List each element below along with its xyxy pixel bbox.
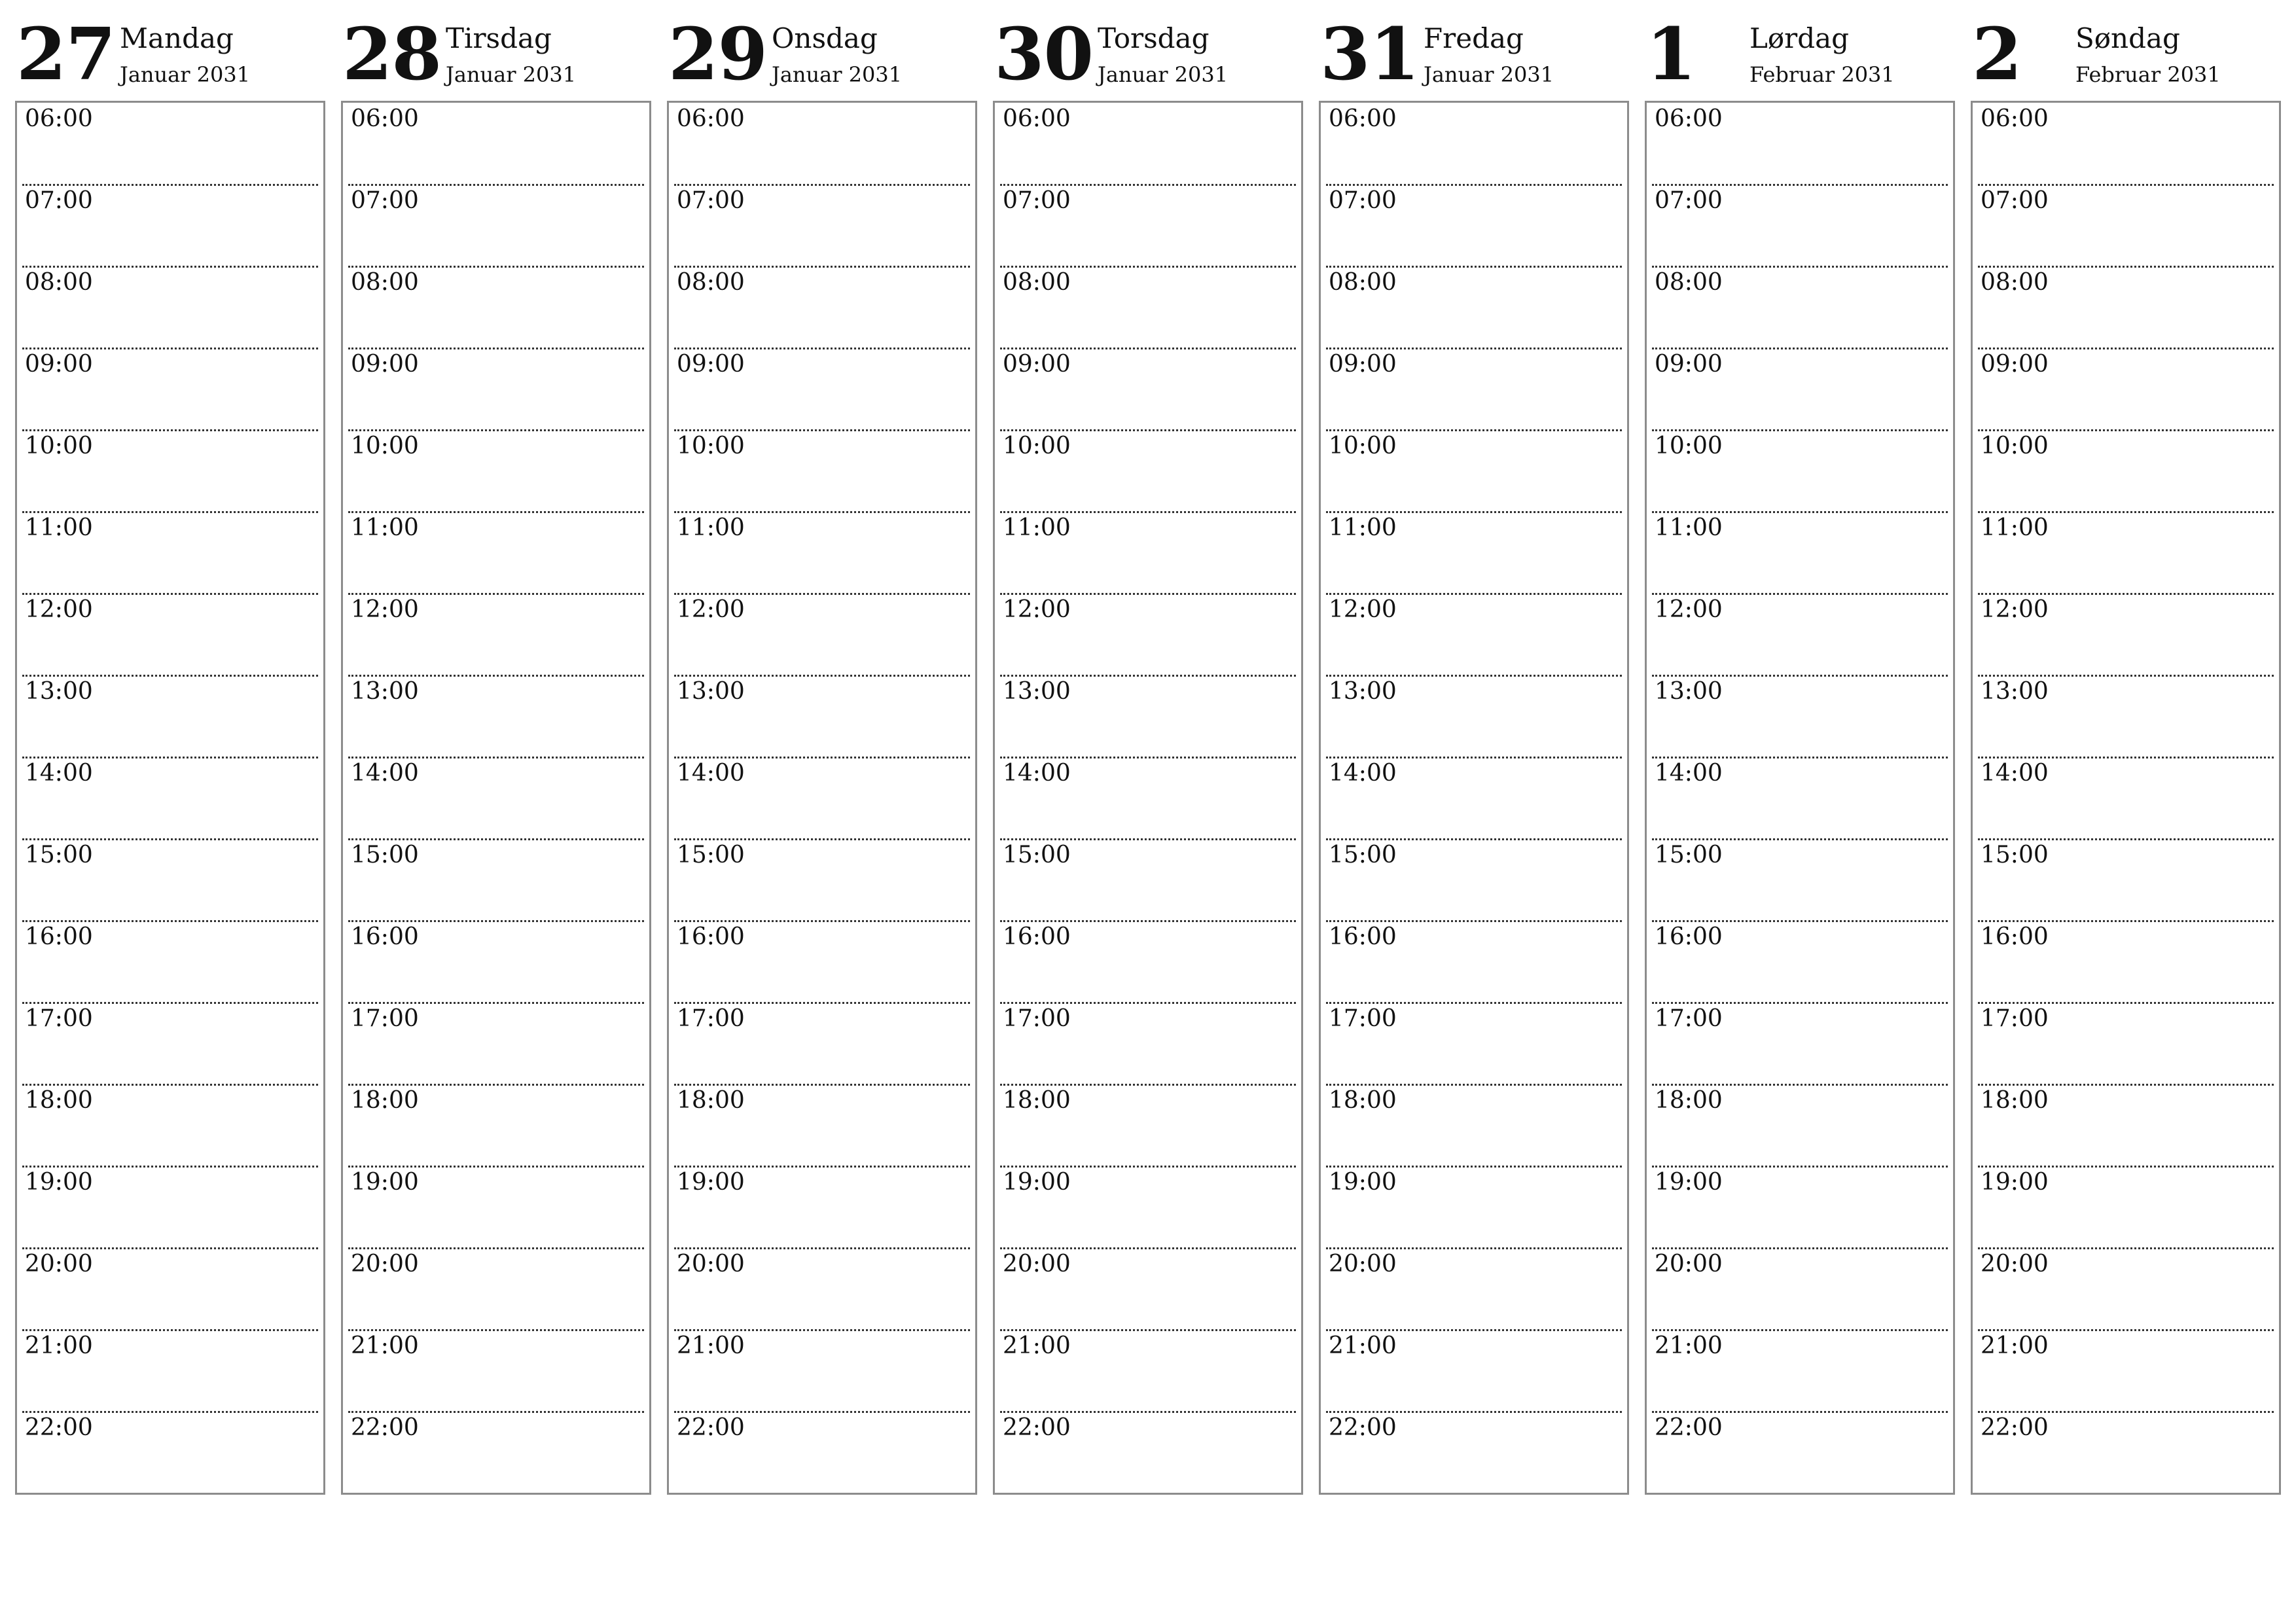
time-label: 17:00 [25, 1005, 93, 1032]
time-slot[interactable] [1326, 1086, 1622, 1168]
time-slot[interactable] [22, 677, 318, 758]
time-slot[interactable] [22, 922, 318, 1004]
time-label: 13:00 [1003, 678, 1071, 705]
time-label: 18:00 [1003, 1087, 1071, 1114]
time-slot[interactable] [1326, 268, 1622, 349]
time-label: 09:00 [351, 351, 419, 378]
time-label: 06:00 [351, 105, 419, 132]
time-label: 16:00 [1003, 923, 1071, 950]
weekday-name: Fredag [1424, 22, 1524, 54]
time-label: 20:00 [1981, 1251, 2049, 1277]
time-slot[interactable] [348, 104, 644, 186]
time-slot[interactable] [22, 758, 318, 840]
time-slot[interactable] [22, 840, 318, 922]
time-label: 19:00 [351, 1169, 419, 1196]
time-label: 07:00 [1329, 187, 1397, 214]
time-label: 18:00 [351, 1087, 419, 1114]
time-slot[interactable] [1326, 1168, 1622, 1249]
time-label: 12:00 [25, 596, 93, 623]
time-label: 21:00 [25, 1332, 93, 1359]
time-slot[interactable] [348, 1086, 644, 1168]
time-slot[interactable] [1000, 1086, 1296, 1168]
time-label: 22:00 [1329, 1414, 1397, 1441]
time-label: 10:00 [1981, 433, 2049, 459]
time-slot[interactable] [348, 1168, 644, 1249]
time-label: 14:00 [25, 760, 93, 787]
time-label: 06:00 [1981, 105, 2049, 132]
time-label: 14:00 [677, 760, 745, 787]
time-slot[interactable] [1652, 268, 1948, 349]
time-slot[interactable] [1000, 840, 1296, 922]
time-slot[interactable] [1000, 1004, 1296, 1086]
time-slot[interactable] [1000, 1413, 1296, 1495]
day-schedule-box [341, 101, 651, 1495]
time-slot[interactable] [1326, 104, 1622, 186]
time-label: 12:00 [677, 596, 745, 623]
month-year: Januar 2031 [120, 62, 251, 87]
time-label: 10:00 [1003, 433, 1071, 459]
time-label: 13:00 [1329, 678, 1397, 705]
time-label: 11:00 [1329, 514, 1397, 541]
day-header [993, 0, 1306, 98]
time-label: 14:00 [1981, 760, 2049, 787]
time-slot[interactable] [348, 431, 644, 513]
time-slot[interactable] [674, 1249, 970, 1331]
time-label: 10:00 [677, 433, 745, 459]
time-slot[interactable] [1326, 595, 1622, 677]
time-slot[interactable] [674, 758, 970, 840]
time-label: 10:00 [25, 433, 93, 459]
time-slot[interactable] [22, 595, 318, 677]
time-slot[interactable] [1652, 513, 1948, 595]
time-slot[interactable] [674, 1086, 970, 1168]
time-label: 14:00 [351, 760, 419, 787]
time-label: 22:00 [677, 1414, 745, 1441]
time-slot[interactable] [348, 1249, 644, 1331]
weekday-name: Søndag [2075, 22, 2180, 54]
day-schedule-box [1971, 101, 2281, 1495]
time-slot[interactable] [1326, 840, 1622, 922]
time-slot[interactable] [1978, 1331, 2274, 1413]
time-slot[interactable] [1978, 1168, 2274, 1249]
time-slot[interactable] [674, 1331, 970, 1413]
time-label: 15:00 [1981, 842, 2049, 868]
time-label: 09:00 [1003, 351, 1071, 378]
time-slot[interactable] [1652, 758, 1948, 840]
day-number: 31 [1320, 12, 1420, 96]
time-slot[interactable] [1652, 677, 1948, 758]
time-label: 19:00 [25, 1169, 93, 1196]
day-schedule-box [15, 101, 325, 1495]
time-slot[interactable] [22, 1413, 318, 1495]
time-slot[interactable] [348, 1331, 644, 1413]
time-slot[interactable] [1978, 513, 2274, 595]
time-label: 16:00 [1981, 923, 2049, 950]
time-slot[interactable] [1652, 1086, 1948, 1168]
time-label: 13:00 [677, 678, 745, 705]
time-slot[interactable] [674, 268, 970, 349]
time-slot[interactable] [1978, 1004, 2274, 1086]
time-slot[interactable] [1000, 1168, 1296, 1249]
time-label: 17:00 [1003, 1005, 1071, 1032]
time-label: 17:00 [1329, 1005, 1397, 1032]
time-slot[interactable] [674, 186, 970, 268]
time-label: 16:00 [25, 923, 93, 950]
time-label: 06:00 [1655, 105, 1723, 132]
time-slot[interactable] [1652, 431, 1948, 513]
time-label: 06:00 [677, 105, 745, 132]
day-header [1319, 0, 1632, 98]
time-slot[interactable] [348, 758, 644, 840]
time-slot[interactable] [348, 595, 644, 677]
time-label: 22:00 [1003, 1414, 1071, 1441]
time-label: 19:00 [1655, 1169, 1723, 1196]
time-label: 13:00 [25, 678, 93, 705]
time-slot[interactable] [1000, 431, 1296, 513]
time-slot[interactable] [1978, 677, 2274, 758]
time-label: 16:00 [677, 923, 745, 950]
time-slot[interactable] [22, 1004, 318, 1086]
time-label: 11:00 [351, 514, 419, 541]
time-slot[interactable] [1652, 186, 1948, 268]
time-label: 19:00 [1329, 1169, 1397, 1196]
time-slot[interactable] [674, 840, 970, 922]
time-label: 21:00 [1003, 1332, 1071, 1359]
time-label: 19:00 [677, 1169, 745, 1196]
time-label: 12:00 [1981, 596, 2049, 623]
time-slot[interactable] [22, 104, 318, 186]
time-slot[interactable] [674, 1168, 970, 1249]
time-slot[interactable] [1000, 758, 1296, 840]
time-slot[interactable] [22, 1168, 318, 1249]
weekday-name: Lørdag [1749, 22, 1850, 54]
time-slot[interactable] [674, 677, 970, 758]
time-label: 16:00 [1329, 923, 1397, 950]
time-slot[interactable] [1978, 595, 2274, 677]
time-slot[interactable] [1978, 1413, 2274, 1495]
time-label: 20:00 [351, 1251, 419, 1277]
day-schedule-box [1319, 101, 1629, 1495]
time-label: 10:00 [1329, 433, 1397, 459]
time-slot[interactable] [22, 1086, 318, 1168]
time-slot[interactable] [348, 677, 644, 758]
time-slot[interactable] [348, 922, 644, 1004]
month-year: Januar 2031 [1424, 62, 1554, 87]
time-label: 08:00 [1003, 269, 1071, 296]
time-label: 20:00 [1003, 1251, 1071, 1277]
day-header [1645, 0, 1958, 98]
time-slot[interactable] [1326, 1413, 1622, 1495]
time-slot[interactable] [1978, 104, 2274, 186]
time-label: 09:00 [25, 351, 93, 378]
time-slot[interactable] [674, 104, 970, 186]
time-slot[interactable] [1000, 595, 1296, 677]
day-header [1971, 0, 2284, 98]
time-label: 07:00 [1981, 187, 2049, 214]
time-label: 20:00 [677, 1251, 745, 1277]
month-year: Februar 2031 [1749, 62, 1895, 87]
time-label: 07:00 [1003, 187, 1071, 214]
time-slot[interactable] [348, 513, 644, 595]
time-label: 08:00 [1981, 269, 2049, 296]
time-label: 17:00 [1981, 1005, 2049, 1032]
time-slot[interactable] [674, 1004, 970, 1086]
time-slot[interactable] [1000, 268, 1296, 349]
time-label: 10:00 [1655, 433, 1723, 459]
time-label: 14:00 [1003, 760, 1071, 787]
time-label: 15:00 [1003, 842, 1071, 868]
month-year: Januar 2031 [446, 62, 577, 87]
day-schedule-box [1645, 101, 1955, 1495]
time-label: 22:00 [1655, 1414, 1723, 1441]
time-label: 12:00 [1329, 596, 1397, 623]
time-label: 08:00 [25, 269, 93, 296]
day-number: 1 [1646, 12, 1696, 96]
time-slot[interactable] [1000, 677, 1296, 758]
time-label: 12:00 [351, 596, 419, 623]
time-label: 10:00 [351, 433, 419, 459]
time-slot[interactable] [1000, 349, 1296, 431]
time-label: 17:00 [351, 1005, 419, 1032]
time-label: 07:00 [677, 187, 745, 214]
time-label: 09:00 [1329, 351, 1397, 378]
time-slot[interactable] [22, 513, 318, 595]
weekday-name: Mandag [120, 22, 234, 54]
time-label: 21:00 [677, 1332, 745, 1359]
time-slot[interactable] [1652, 1413, 1948, 1495]
time-label: 08:00 [351, 269, 419, 296]
time-label: 20:00 [25, 1251, 93, 1277]
time-slot[interactable] [1978, 758, 2274, 840]
day-number: 28 [342, 12, 442, 96]
time-slot[interactable] [22, 431, 318, 513]
month-year: Januar 2031 [772, 62, 903, 87]
time-slot[interactable] [674, 431, 970, 513]
time-label: 06:00 [1003, 105, 1071, 132]
time-label: 07:00 [25, 187, 93, 214]
time-slot[interactable] [22, 1331, 318, 1413]
time-label: 09:00 [1981, 351, 2049, 378]
time-slot[interactable] [1000, 513, 1296, 595]
time-label: 08:00 [1655, 269, 1723, 296]
time-label: 14:00 [1329, 760, 1397, 787]
time-slot[interactable] [348, 349, 644, 431]
time-label: 15:00 [351, 842, 419, 868]
time-label: 18:00 [1655, 1087, 1723, 1114]
day-schedule-box [993, 101, 1303, 1495]
time-label: 07:00 [1655, 187, 1723, 214]
time-slot[interactable] [22, 1249, 318, 1331]
time-slot[interactable] [1000, 1331, 1296, 1413]
day-header [341, 0, 654, 98]
time-slot[interactable] [1326, 349, 1622, 431]
weekly-planner [15, 0, 2296, 1623]
time-label: 17:00 [1655, 1005, 1723, 1032]
time-label: 18:00 [1981, 1087, 2049, 1114]
time-slot[interactable] [1000, 186, 1296, 268]
time-label: 07:00 [351, 187, 419, 214]
time-label: 17:00 [677, 1005, 745, 1032]
time-slot[interactable] [1652, 104, 1948, 186]
time-label: 11:00 [25, 514, 93, 541]
time-slot[interactable] [1978, 922, 2274, 1004]
weekday-name: Torsdag [1098, 22, 1210, 54]
time-slot[interactable] [1000, 104, 1296, 186]
time-label: 13:00 [351, 678, 419, 705]
time-label: 09:00 [677, 351, 745, 378]
time-slot[interactable] [1978, 349, 2274, 431]
time-label: 21:00 [351, 1332, 419, 1359]
time-label: 12:00 [1655, 596, 1723, 623]
time-label: 22:00 [25, 1414, 93, 1441]
day-number: 30 [994, 12, 1094, 96]
day-header [15, 0, 328, 98]
time-slot[interactable] [1978, 1249, 2274, 1331]
time-label: 21:00 [1329, 1332, 1397, 1359]
time-slot[interactable] [1326, 1331, 1622, 1413]
time-slot[interactable] [348, 840, 644, 922]
time-slot[interactable] [1326, 922, 1622, 1004]
time-slot[interactable] [348, 1004, 644, 1086]
time-slot[interactable] [1978, 431, 2274, 513]
weekday-name: Tirsdag [446, 22, 552, 54]
time-label: 22:00 [351, 1414, 419, 1441]
time-label: 08:00 [677, 269, 745, 296]
time-label: 19:00 [1981, 1169, 2049, 1196]
time-slot[interactable] [1652, 922, 1948, 1004]
time-slot[interactable] [1652, 1004, 1948, 1086]
time-slot[interactable] [1326, 186, 1622, 268]
time-label: 16:00 [1655, 923, 1723, 950]
time-slot[interactable] [1978, 1086, 2274, 1168]
day-number: 2 [1972, 12, 2022, 96]
month-year: Februar 2031 [2075, 62, 2221, 87]
time-slot[interactable] [674, 1413, 970, 1495]
time-slot[interactable] [1978, 186, 2274, 268]
time-label: 21:00 [1655, 1332, 1723, 1359]
time-slot[interactable] [1978, 268, 2274, 349]
time-slot[interactable] [1652, 595, 1948, 677]
time-slot[interactable] [674, 349, 970, 431]
time-label: 15:00 [1655, 842, 1723, 868]
time-slot[interactable] [1326, 1004, 1622, 1086]
time-slot[interactable] [1326, 677, 1622, 758]
time-label: 06:00 [1329, 105, 1397, 132]
time-label: 09:00 [1655, 351, 1723, 378]
time-label: 19:00 [1003, 1169, 1071, 1196]
time-slot[interactable] [674, 513, 970, 595]
month-year: Januar 2031 [1098, 62, 1229, 87]
time-slot[interactable] [348, 186, 644, 268]
time-label: 21:00 [1981, 1332, 2049, 1359]
time-label: 18:00 [677, 1087, 745, 1114]
time-slot[interactable] [1978, 840, 2274, 922]
time-slot[interactable] [674, 922, 970, 1004]
time-slot[interactable] [1652, 840, 1948, 922]
time-label: 20:00 [1329, 1251, 1397, 1277]
time-slot[interactable] [348, 1413, 644, 1495]
time-slot[interactable] [1326, 1249, 1622, 1331]
time-label: 12:00 [1003, 596, 1071, 623]
time-label: 13:00 [1981, 678, 2049, 705]
time-slot[interactable] [1326, 431, 1622, 513]
day-number: 27 [16, 12, 116, 96]
time-label: 14:00 [1655, 760, 1723, 787]
time-slot[interactable] [22, 186, 318, 268]
time-label: 18:00 [25, 1087, 93, 1114]
time-slot[interactable] [1326, 758, 1622, 840]
time-label: 15:00 [677, 842, 745, 868]
time-label: 08:00 [1329, 269, 1397, 296]
day-number: 29 [668, 12, 768, 96]
time-slot[interactable] [1652, 349, 1948, 431]
time-label: 11:00 [677, 514, 745, 541]
time-label: 15:00 [25, 842, 93, 868]
time-label: 11:00 [1981, 514, 2049, 541]
time-slot[interactable] [1652, 1331, 1948, 1413]
time-slot[interactable] [1326, 513, 1622, 595]
time-label: 18:00 [1329, 1087, 1397, 1114]
time-label: 13:00 [1655, 678, 1723, 705]
time-label: 20:00 [1655, 1251, 1723, 1277]
time-label: 11:00 [1655, 514, 1723, 541]
time-label: 11:00 [1003, 514, 1071, 541]
time-label: 16:00 [351, 923, 419, 950]
day-schedule-box [667, 101, 977, 1495]
time-slot[interactable] [1652, 1249, 1948, 1331]
time-slot[interactable] [22, 349, 318, 431]
day-header [667, 0, 980, 98]
time-slot[interactable] [674, 595, 970, 677]
time-label: 22:00 [1981, 1414, 2049, 1441]
time-slot[interactable] [1000, 1249, 1296, 1331]
time-slot[interactable] [1000, 922, 1296, 1004]
time-slot[interactable] [22, 268, 318, 349]
time-slot[interactable] [348, 268, 644, 349]
time-slot[interactable] [1652, 1168, 1948, 1249]
time-label: 06:00 [25, 105, 93, 132]
weekday-name: Onsdag [772, 22, 878, 54]
time-label: 15:00 [1329, 842, 1397, 868]
